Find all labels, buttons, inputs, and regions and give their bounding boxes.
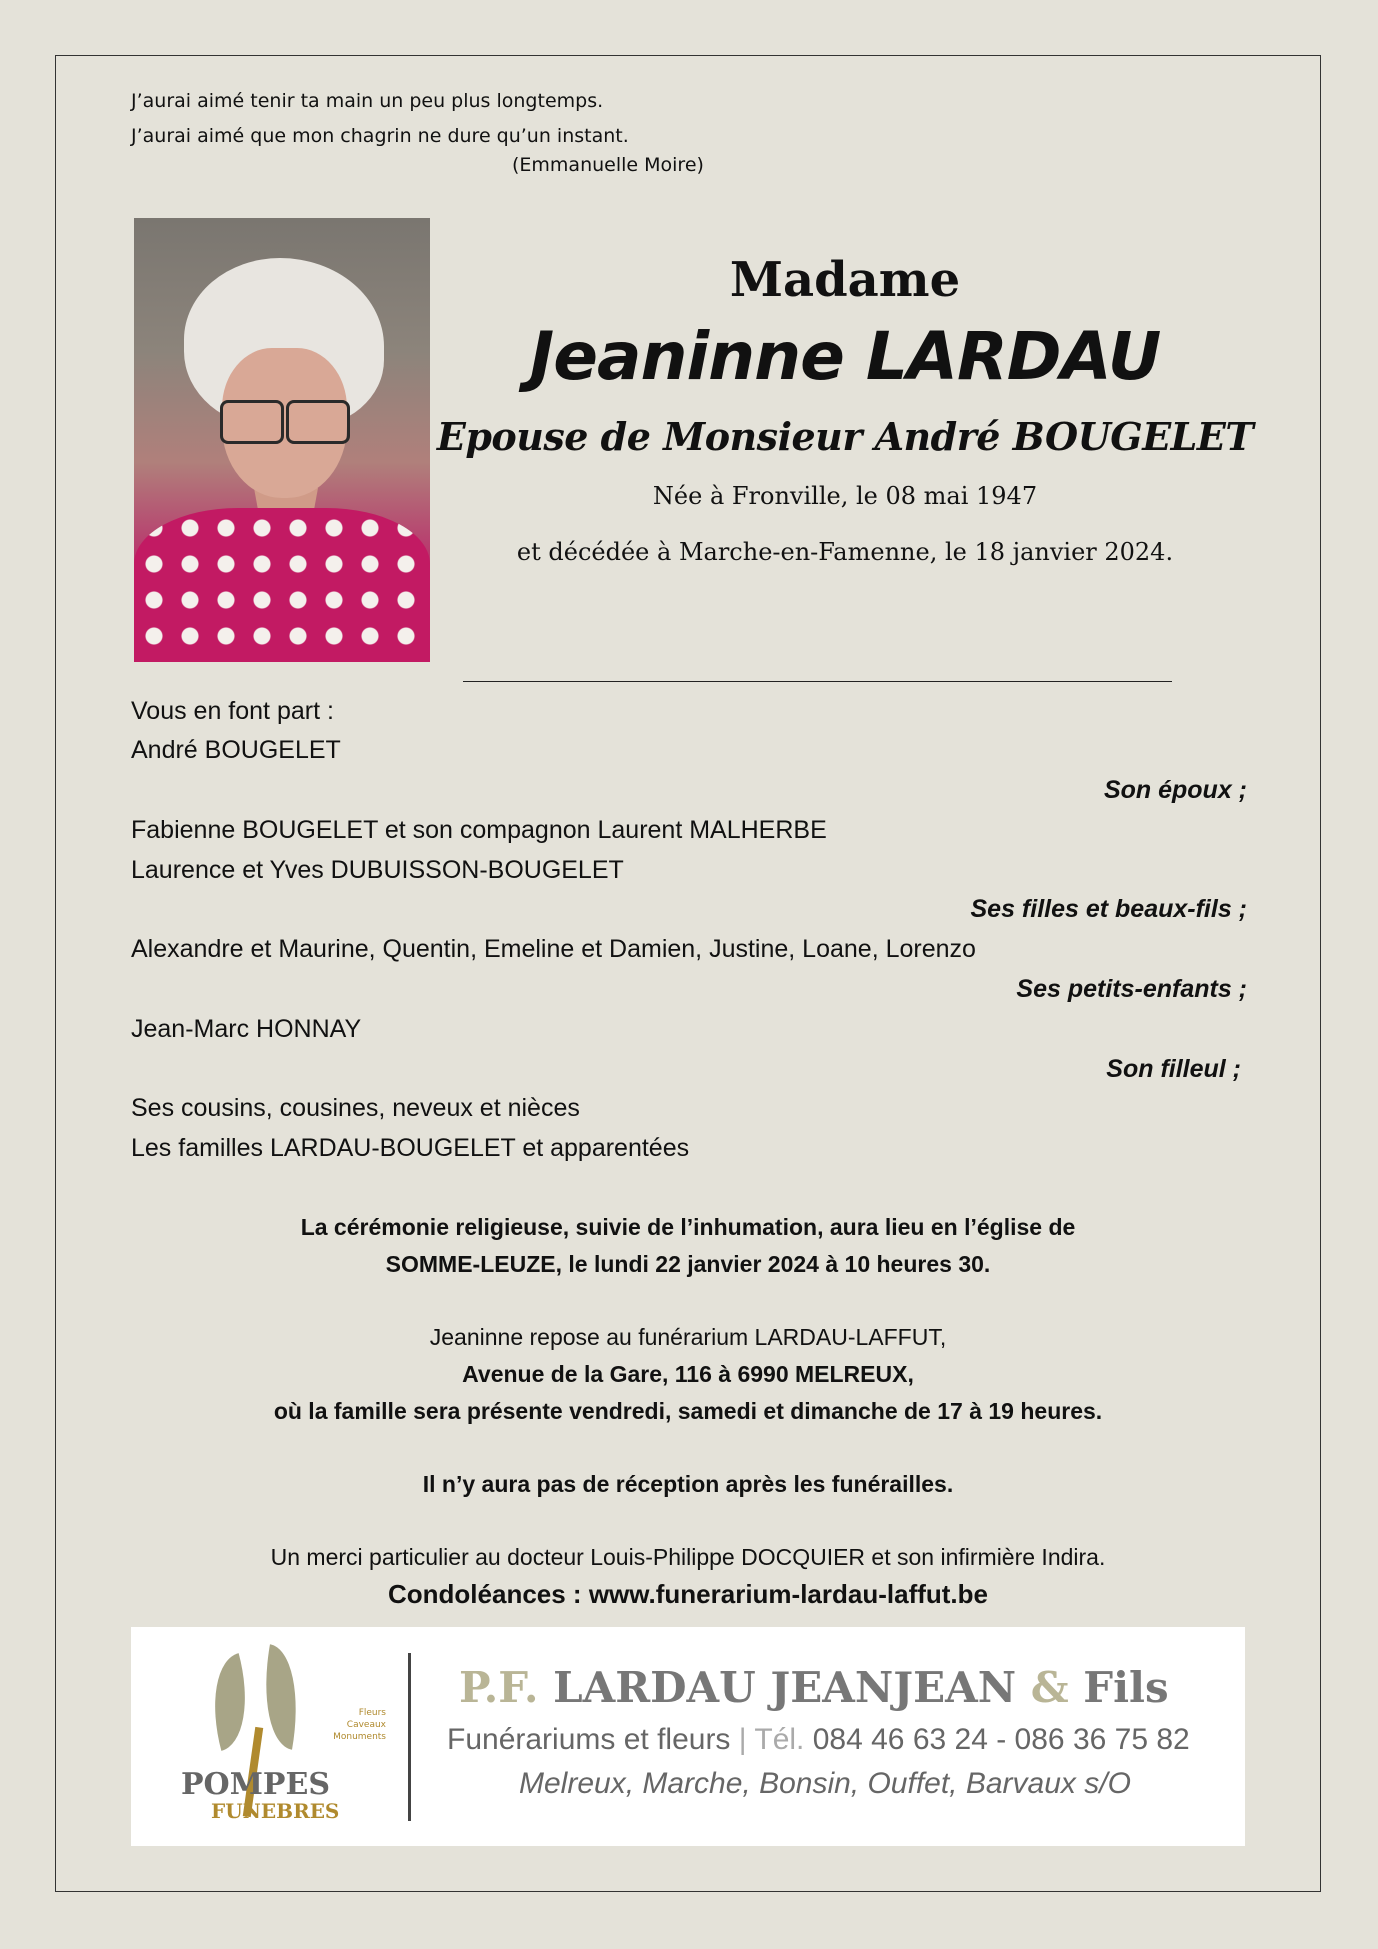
role-daughters: Ses filles et beaux-fils ;: [970, 895, 1247, 923]
logo-small-1: Fleurs: [358, 1708, 386, 1718]
deceased-name: Jeaninne LARDAU: [529, 318, 1161, 395]
poem: [131, 84, 629, 154]
company-amp: &: [1030, 1663, 1069, 1712]
ceremony-line-1: La cérémonie religieuse, suivie de l’inhumation, aura lieu en l’église de: [300, 1214, 1076, 1240]
family-families: Les familles LARDAU-BOUGELET et apparentées: [131, 1134, 690, 1162]
portrait-glasses-left: [220, 400, 284, 444]
tel-label: | Tél.: [738, 1723, 805, 1756]
banner-divider: [408, 1653, 411, 1821]
services-text: Funérariums et fleurs: [447, 1723, 731, 1756]
visitation-line-1: Jeaninne repose au funérarium LARDAU-LAFFUT,: [429, 1324, 947, 1350]
logo-funebres: FUNEBRES: [211, 1799, 340, 1823]
company-services: [447, 1723, 1190, 1757]
role-husband: Son époux ;: [1103, 776, 1247, 804]
company-towns: Melreux, Marche, Bonsin, Ouffet, Barvaux s/O: [519, 1767, 1131, 1800]
company-main: LARDAU JEANJEAN: [553, 1663, 1017, 1712]
portrait-blouse: [134, 508, 430, 662]
death-line: et décédée à Marche-en-Famenne, le 18 janvier 2024.: [516, 538, 1174, 566]
portrait-glasses-right: [286, 400, 350, 444]
poem-line-2: J’aurai aimé que mon chagrin ne dure qu’un instant.: [131, 125, 629, 147]
family-godson: Jean-Marc HONNAY: [131, 1015, 362, 1043]
company-name: [459, 1663, 1169, 1712]
poem-author: (Emmanuelle Moire): [512, 154, 704, 176]
visitation-hours: où la famille sera présente vendredi, samedi et dimanche de 17 à 19 heures.: [273, 1398, 1103, 1424]
logo-services: [306, 1707, 386, 1743]
family-daughter-2: Laurence et Yves DUBUISSON-BOUGELET: [131, 856, 624, 884]
logo-pompes: POMPES: [181, 1767, 330, 1802]
logo-small-3: Monuments: [333, 1732, 386, 1742]
portrait-photo: [134, 218, 430, 662]
poem-line-1: J’aurai aimé tenir ta main un peu plus longtemps.: [131, 90, 604, 112]
condolences-link[interactable]: Condoléances : www.funerarium-lardau-laffut.be: [388, 1579, 988, 1609]
company-prefix: P.F.: [459, 1663, 539, 1712]
phone-numbers: 084 46 63 24 - 086 36 75 82: [812, 1723, 1190, 1756]
honorific: Madame: [729, 252, 961, 308]
family-cousins: Ses cousins, cousines, neveux et nièces: [131, 1094, 580, 1122]
funeral-home-banner: [131, 1627, 1245, 1846]
leaf-icon: [198, 1653, 262, 1751]
family-daughter-1: Fabienne BOUGELET et son compagnon Laurent MALHERBE: [131, 816, 827, 844]
family-intro: Vous en font part :: [131, 697, 334, 725]
thanks-line: Un merci particulier au docteur Louis-Philippe DOCQUIER et son infirmière Indira.: [270, 1544, 1106, 1570]
role-grandchildren: Ses petits-enfants ;: [1016, 975, 1247, 1003]
family-grandchildren: Alexandre et Maurine, Quentin, Emeline et Damien, Justine, Loane, Lorenzo: [131, 935, 976, 963]
spouse-line: Epouse de Monsieur André BOUGELET: [436, 414, 1254, 459]
family-husband: André BOUGELET: [131, 736, 341, 764]
logo-small-2: Caveaux: [346, 1720, 386, 1730]
visitation-address: Avenue de la Gare, 116 à 6990 MELREUX,: [462, 1361, 914, 1387]
ceremony-line-2: SOMME-LEUZE, le lundi 22 janvier 2024 à 10 heures 30.: [385, 1251, 991, 1277]
company-suffix: Fils: [1083, 1663, 1169, 1712]
role-godson: Son filleul ;: [1106, 1055, 1241, 1083]
divider: [463, 681, 1172, 682]
birth-line: Née à Fronville, le 08 mai 1947: [652, 482, 1038, 510]
reception-notice: Il n’y aura pas de réception après les funérailles.: [422, 1471, 954, 1497]
